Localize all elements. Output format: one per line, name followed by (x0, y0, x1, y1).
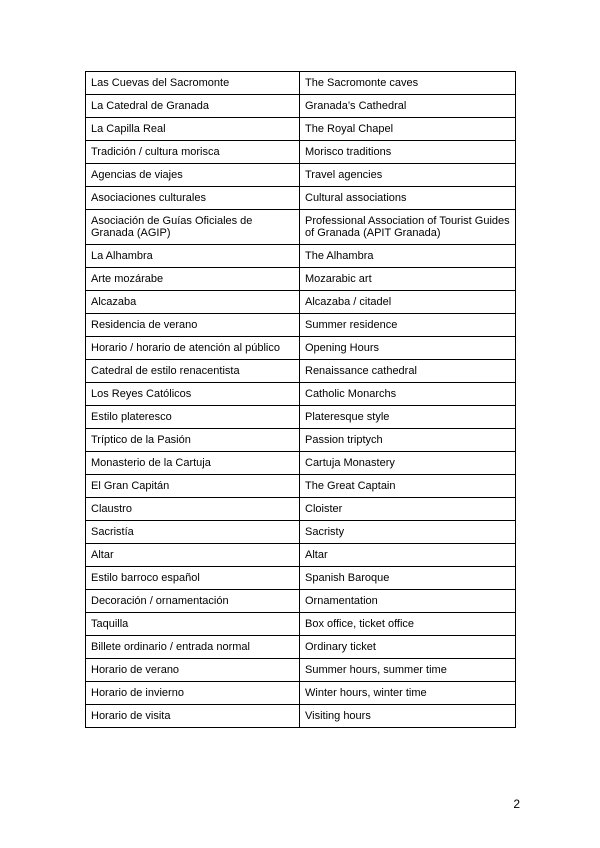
glossary-table (85, 71, 516, 728)
table-row (86, 452, 516, 475)
table-row (86, 636, 516, 659)
table-row (86, 475, 516, 498)
table-row (86, 705, 516, 728)
english-term: Travel agencies (300, 164, 516, 187)
spanish-term: Horario / horario de atención al público (86, 337, 300, 360)
spanish-term: Horario de invierno (86, 682, 300, 705)
table-row (86, 164, 516, 187)
table-row (86, 521, 516, 544)
spanish-term: Los Reyes Católicos (86, 383, 300, 406)
spanish-term: Estilo barroco español (86, 567, 300, 590)
english-term: Winter hours, winter time (300, 682, 516, 705)
spanish-term: Alcazaba (86, 291, 300, 314)
english-term: The Sacromonte caves (300, 72, 516, 95)
spanish-term: Agencias de viajes (86, 164, 300, 187)
table-row (86, 429, 516, 452)
english-term: Cartuja Monastery (300, 452, 516, 475)
english-term: Cloister (300, 498, 516, 521)
english-term: The Royal Chapel (300, 118, 516, 141)
english-term: Professional Association of Tourist Guides of Granada (APIT Granada) (300, 210, 516, 245)
table-row (86, 682, 516, 705)
english-term: The Alhambra (300, 245, 516, 268)
table-row (86, 268, 516, 291)
english-term: Altar (300, 544, 516, 567)
table-row (86, 567, 516, 590)
spanish-term: Tríptico de la Pasión (86, 429, 300, 452)
english-term: Alcazaba / citadel (300, 291, 516, 314)
english-term: Granada’s Cathedral (300, 95, 516, 118)
table-row (86, 95, 516, 118)
english-term: Summer residence (300, 314, 516, 337)
spanish-term: Asociación de Guías Oficiales de Granada (AGIP) (86, 210, 300, 245)
spanish-term: Horario de visita (86, 705, 300, 728)
table-row (86, 210, 516, 245)
table-row (86, 498, 516, 521)
table-row (86, 544, 516, 567)
english-term: Morisco traditions (300, 141, 516, 164)
table-row (86, 72, 516, 95)
spanish-term: Monasterio de la Cartuja (86, 452, 300, 475)
table-row (86, 187, 516, 210)
spanish-term: Claustro (86, 498, 300, 521)
english-term: Opening Hours (300, 337, 516, 360)
table-row (86, 141, 516, 164)
spanish-term: Altar (86, 544, 300, 567)
spanish-term: Catedral de estilo renacentista (86, 360, 300, 383)
table-row (86, 314, 516, 337)
english-term: The Great Captain (300, 475, 516, 498)
spanish-term: Decoración / ornamentación (86, 590, 300, 613)
table-row (86, 659, 516, 682)
spanish-term: La Capilla Real (86, 118, 300, 141)
table-row (86, 360, 516, 383)
table-row (86, 383, 516, 406)
spanish-term: Estilo plateresco (86, 406, 300, 429)
table-row (86, 590, 516, 613)
spanish-term: Billete ordinario / entrada normal (86, 636, 300, 659)
spanish-term: Residencia de verano (86, 314, 300, 337)
glossary-table-body (86, 72, 516, 728)
english-term: Summer hours, summer time (300, 659, 516, 682)
english-term: Renaissance cathedral (300, 360, 516, 383)
table-row (86, 291, 516, 314)
spanish-term: Taquilla (86, 613, 300, 636)
spanish-term: Tradición / cultura morisca (86, 141, 300, 164)
english-term: Ordinary ticket (300, 636, 516, 659)
spanish-term: Las Cuevas del Sacromonte (86, 72, 300, 95)
table-row (86, 118, 516, 141)
table-row (86, 406, 516, 429)
spanish-term: La Alhambra (86, 245, 300, 268)
english-term: Plateresque style (300, 406, 516, 429)
english-term: Cultural associations (300, 187, 516, 210)
english-term: Ornamentation (300, 590, 516, 613)
english-term: Mozarabic art (300, 268, 516, 291)
table-row (86, 613, 516, 636)
spanish-term: Asociaciones culturales (86, 187, 300, 210)
spanish-term: Horario de verano (86, 659, 300, 682)
english-term: Spanish Baroque (300, 567, 516, 590)
table-row (86, 337, 516, 360)
english-term: Visiting hours (300, 705, 516, 728)
page-number: 2 (513, 797, 520, 811)
english-term: Sacristy (300, 521, 516, 544)
english-term: Box office, ticket office (300, 613, 516, 636)
spanish-term: La Catedral de Granada (86, 95, 300, 118)
table-row (86, 245, 516, 268)
spanish-term: Sacristía (86, 521, 300, 544)
english-term: Passion triptych (300, 429, 516, 452)
english-term: Catholic Monarchs (300, 383, 516, 406)
spanish-term: Arte mozárabe (86, 268, 300, 291)
spanish-term: El Gran Capitán (86, 475, 300, 498)
